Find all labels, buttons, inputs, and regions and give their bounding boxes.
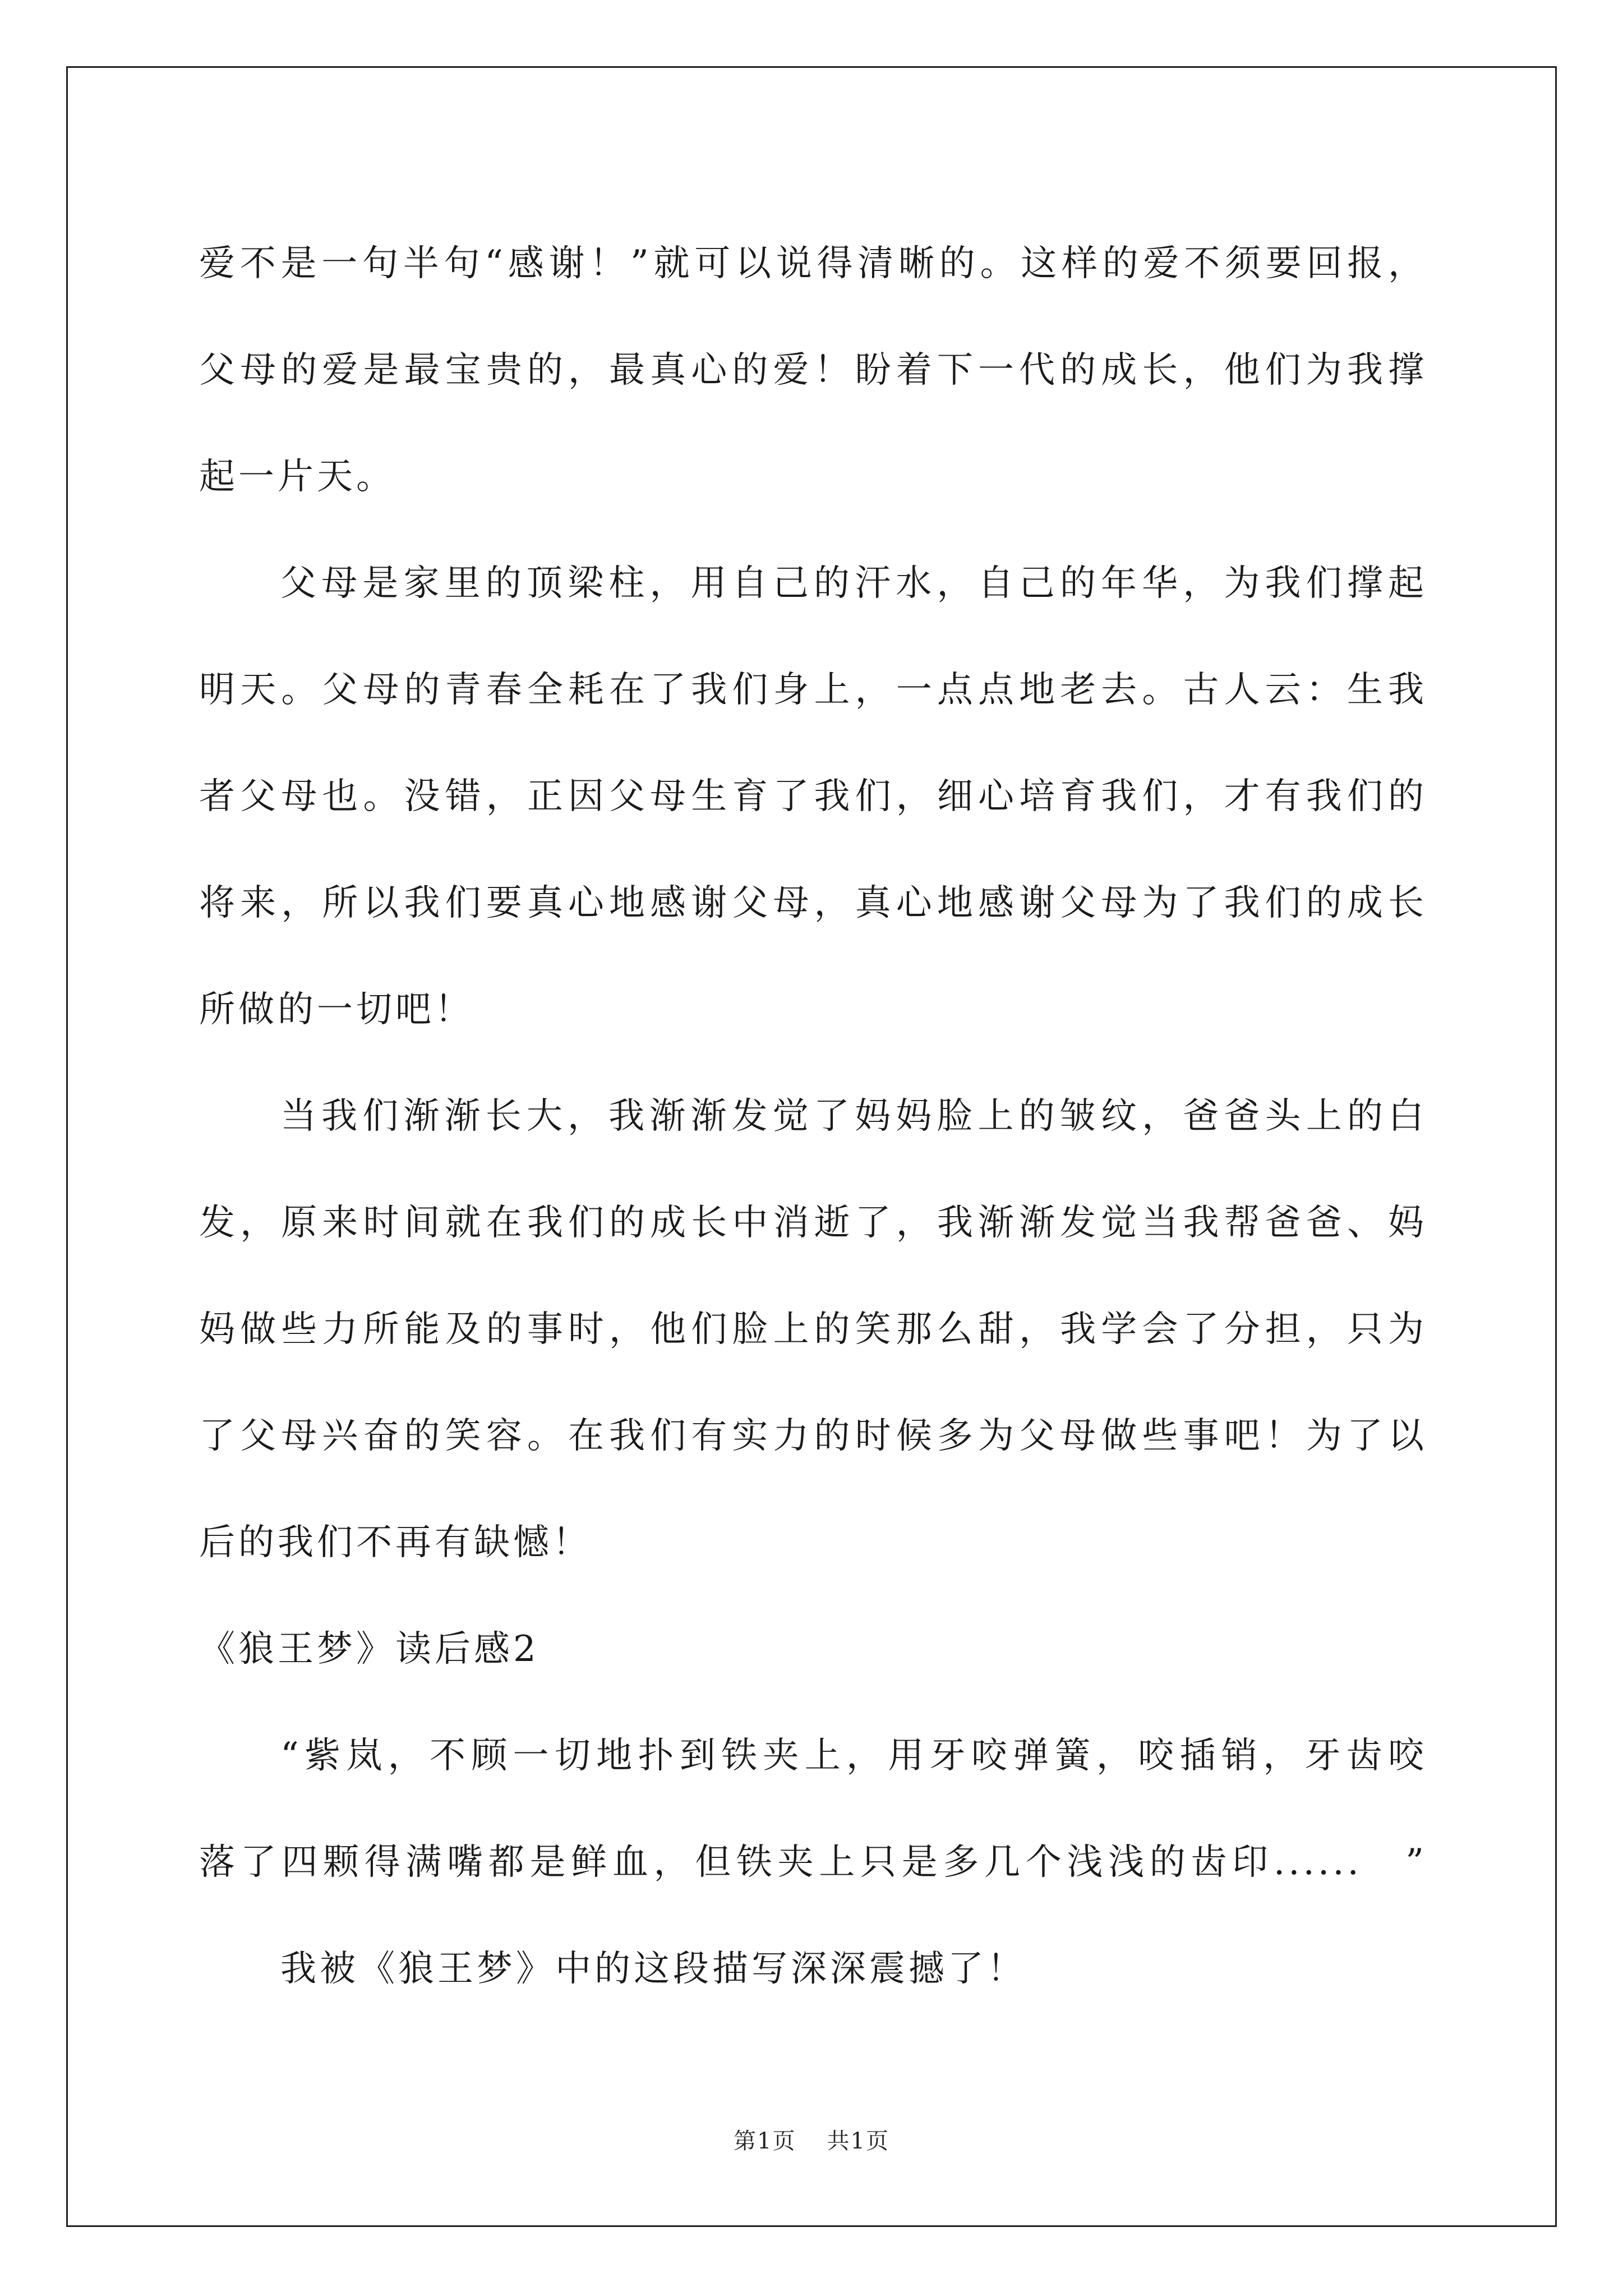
text-line: 父母是家里的顶梁柱，用自己的汗水，自己的年华，为我们撑起 [280,563,1427,604]
section-heading: 《狼王梦》读后感2 [199,1628,540,1670]
text-line: 起一片天。 [199,456,395,498]
text-line: 爱不是一句半句“感谢！”就可以说得清晰的。这样的爱不须要回报， [199,243,1427,284]
text-line: 发，原来时间就在我们的成长中消逝了，我渐渐发觉当我帮爸爸、妈 [199,1202,1427,1244]
page-total: 共1页 [827,2128,889,2154]
text-line: 者父母也。没错，正因父母生育了我们，细心培育我们，才有我们的 [199,776,1427,817]
text-line: 我被《狼王梦》中的这段描写深深震撼了！ [280,1948,1026,1990]
text-line: 后的我们不再有缺憾！ [199,1522,592,1563]
text-line: 妈做些力所能及的事时，他们脸上的笑那么甜，我学会了分担，只为 [199,1309,1427,1350]
document-body [199,210,1427,2022]
text-line: “紫岚，不顾一切地扑到铁夹上，用牙咬弹簧，咬插销，牙齿咬 [280,1735,1427,1777]
text-line: 当我们渐渐长大，我渐渐发觉了妈妈脸上的皱纹，爸爸头上的白 [280,1096,1427,1137]
text-line: 了父母兴奋的笑容。在我们有实力的时候多为父母做些事吧！为了以 [199,1415,1427,1457]
text-line: 父母的爱是最宝贵的，最真心的爱！盼着下一代的成长，他们为我撑 [199,349,1427,391]
page-footer [0,2123,1623,2155]
page-number: 第1页 [734,2128,796,2154]
text-line: 所做的一切吧！ [199,989,474,1030]
text-line: 明天。父母的青春全耗在了我们身上，一点点地老去。古人云：生我 [199,669,1427,711]
text-line: 将来，所以我们要真心地感谢父母，真心地感谢父母为了我们的成长 [199,882,1427,924]
text-line: 落了四颗得满嘴都是鲜血，但铁夹上只是多几个浅浅的齿印...... ” [199,1842,1427,1883]
